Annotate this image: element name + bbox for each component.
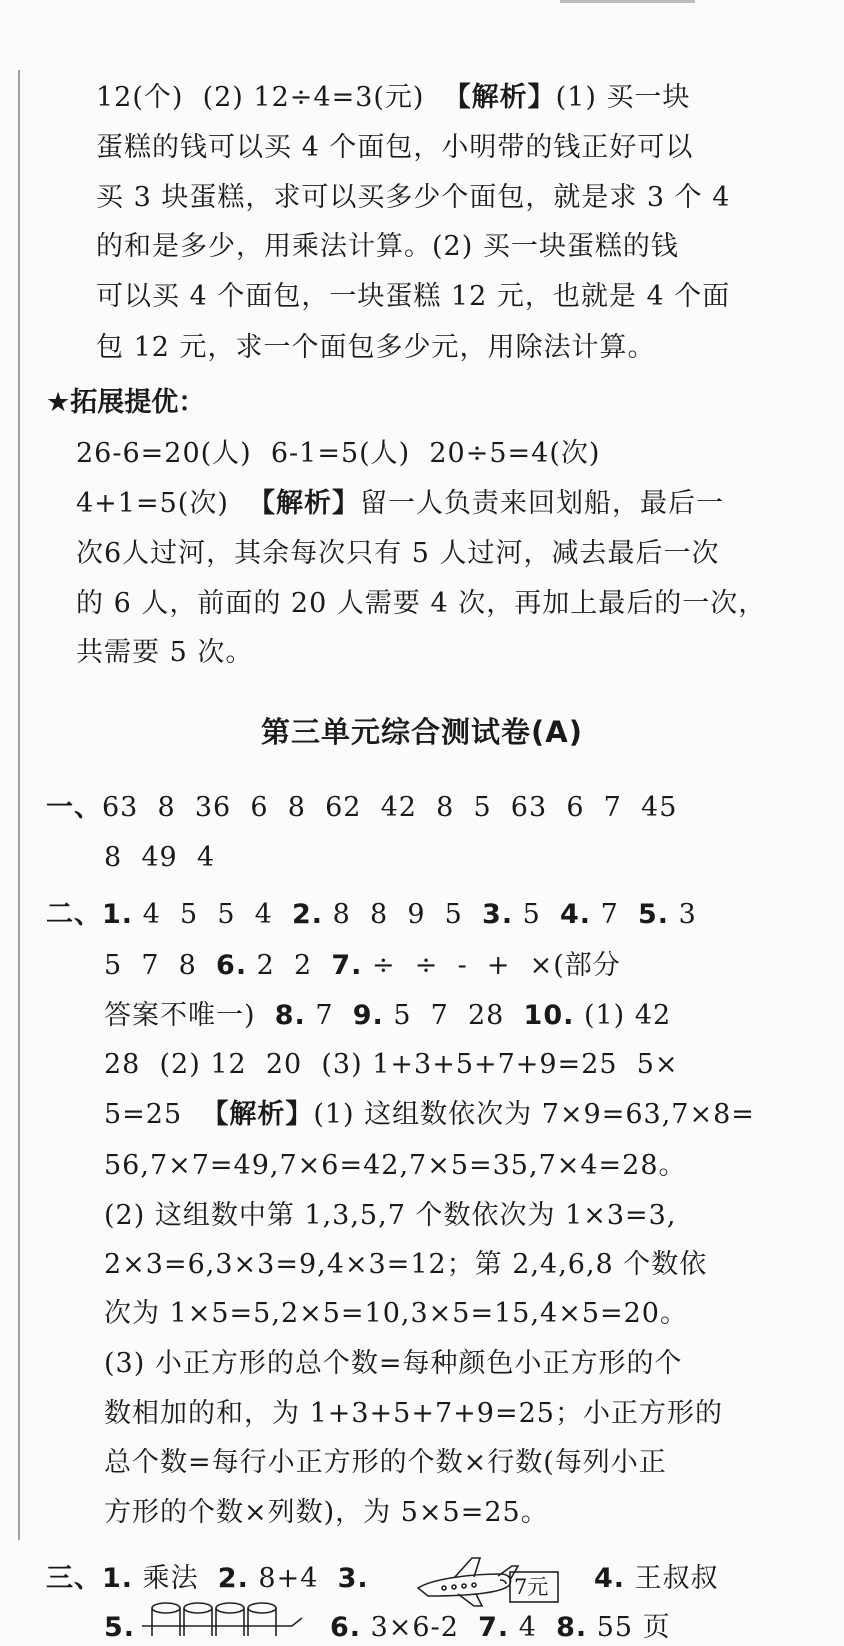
part-two-line: 总个数=每行小正方形的个数×行数(每列小正 — [104, 1447, 667, 1478]
extension-line: 4+1=5(次) 【解析】留一人负责来回划船，最后一 — [76, 488, 725, 519]
answer-line: 包 12 元，求一个面包多少元，用除法计算。 — [96, 332, 656, 363]
answer-line: 12(个) (2) 12÷4=3(元) 【解析】(1) 买一块 — [96, 82, 691, 113]
can-icon — [152, 1603, 180, 1636]
airplane-price: 7元 — [514, 1575, 549, 1599]
scan-mark — [560, 0, 695, 3]
part-two-line: 次为 1×5=5,2×5=10,3×5=15,4×5=20。 — [104, 1298, 688, 1329]
extension-heading: ★拓展提优： — [46, 387, 206, 418]
extension-line: 的 6 人，前面的 20 人需要 4 次，再加上最后的一次， — [76, 588, 767, 619]
extension-line: 26-6=20(人) 6-1=5(人) 20÷5=4(次) — [76, 438, 601, 469]
part-two-line: 2×3=6,3×3=9,4×3=12；第 2,4,6,8 个数依 — [104, 1249, 708, 1280]
extension-line: 次6人过河，其余每次只有 5 人过河，减去最后一次 — [76, 538, 720, 569]
part-one-line: 一、63 8 36 6 8 62 42 8 5 63 6 7 45 — [46, 792, 678, 823]
answer-line: 的和是多少，用乘法计算。(2) 买一块蛋糕的钱 — [96, 231, 679, 262]
part-number: 三、 — [46, 1563, 102, 1594]
analysis-label: 【解析】 — [443, 82, 556, 113]
part-two-line: 5 7 8 6. 2 2 7. ÷ ÷ - + ×(部分 — [104, 950, 621, 981]
part-two-line: 二、1. 4 5 5 4 2. 8 8 9 5 3. 5 4. 7 5. 3 — [46, 899, 697, 930]
part-three-line: 三、1. 乘法 2. 8+4 3. — [46, 1563, 369, 1594]
extension-line: 共需要 5 次。 — [76, 637, 254, 668]
analysis-label: 【解析】 — [248, 488, 361, 519]
part-three-line: 4. 王叔叔 — [594, 1563, 719, 1594]
binding-margin-line — [18, 70, 20, 1540]
can-icon — [248, 1603, 276, 1636]
part-two-line: 5=25 【解析】(1) 这组数依次为 7×9=63,7×8= — [104, 1099, 755, 1130]
section-title: 第三单元综合测试卷(A) — [261, 715, 583, 749]
answer-line: 蛋糕的钱可以买 4 个面包，小明带的钱正好可以 — [96, 132, 694, 163]
airplane-icon — [418, 1558, 518, 1606]
part-three-line: 6. 3×6-2 7. 4 8. 55 页 — [330, 1612, 671, 1643]
part-two-line: 56,7×7=49,7×6=42,7×5=35,7×4=28。 — [104, 1150, 687, 1181]
part-number: 一、 — [46, 792, 102, 823]
part-two-line: (3) 小正方形的总个数=每种颜色小正方形的个 — [104, 1348, 683, 1379]
part-number: 二、 — [46, 899, 102, 930]
part-two-line: 28 (2) 12 20 (3) 1+3+5+7+9=25 5× — [104, 1049, 679, 1080]
part-two-line: (2) 这组数中第 1,3,5,7 个数依次为 1×3=3, — [104, 1200, 677, 1231]
part-two-line: 答案不唯一) 8. 7 9. 5 7 28 10. (1) 42 — [104, 1000, 672, 1031]
part-three-line: 5. — [104, 1612, 136, 1643]
part-one-line: 8 49 4 — [104, 842, 216, 873]
part-two-line: 数相加的和，为 1+3+5+7+9=25；小正方形的 — [104, 1398, 723, 1429]
analysis-label: 【解析】 — [201, 1099, 314, 1130]
part-two-line: 方形的个数×列数)，为 5×5=25。 — [104, 1497, 549, 1528]
answer-line: 买 3 块蛋糕，求可以买多少个面包，就是求 3 个 4 — [96, 182, 731, 213]
answer-line: 可以买 4 个面包，一块蛋糕 12 元，也就是 4 个面 — [96, 281, 731, 312]
